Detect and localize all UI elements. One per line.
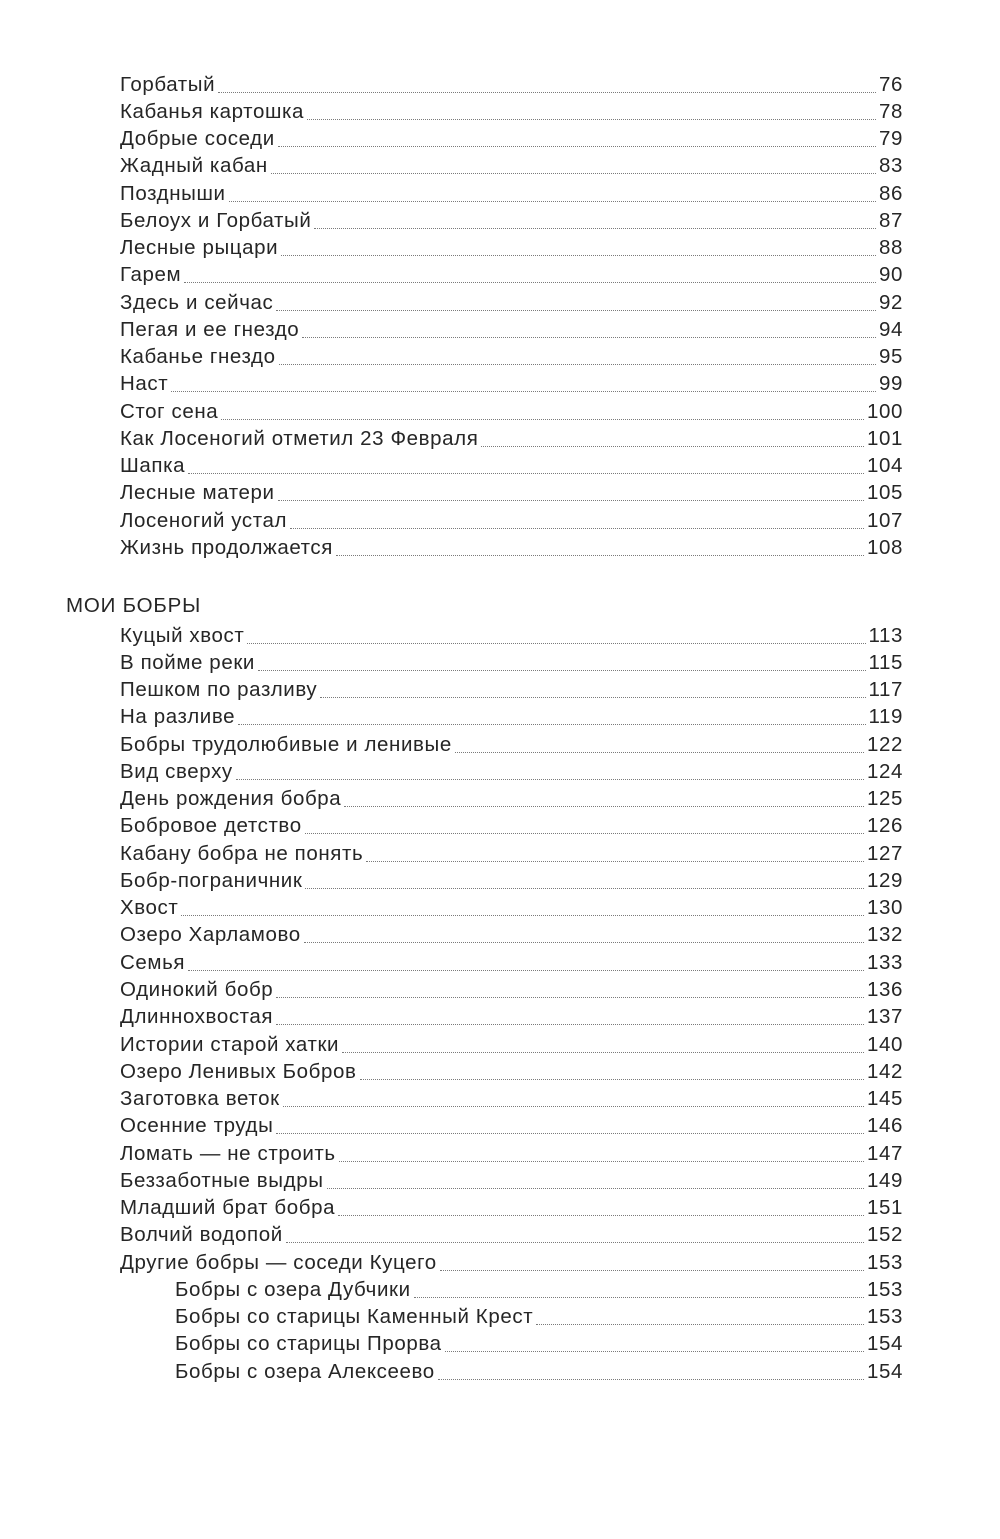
toc-entry — [120, 122, 903, 149]
toc-entry-page: 142 — [866, 1059, 903, 1083]
toc-entry-title: Пегая и ее гнездо — [120, 317, 300, 341]
dot-leader — [278, 500, 864, 501]
toc-entry-title: Шапка — [120, 453, 186, 477]
toc-entry-title: Бобры со старицы Прорва — [175, 1331, 442, 1355]
toc-entry — [120, 755, 903, 782]
toc-entry-title: Озеро Ленивых Бобров — [120, 1059, 357, 1083]
toc-entry — [120, 367, 903, 394]
toc-entry — [120, 864, 903, 891]
toc-entry-page: 108 — [866, 535, 903, 559]
toc-entry-title: Жадный кабан — [120, 153, 268, 177]
dot-leader — [278, 146, 876, 147]
toc-entry-page: 104 — [866, 453, 903, 477]
toc-entry — [120, 476, 903, 503]
toc-entry-title: Куцый хвост — [120, 623, 245, 647]
toc-entry-title: Бобры с озера Алексеево — [175, 1359, 435, 1383]
dot-leader — [290, 528, 864, 529]
dot-leader — [336, 555, 864, 556]
dot-leader — [305, 888, 864, 889]
dot-leader — [236, 779, 864, 780]
dot-leader — [276, 310, 876, 311]
toc-entry — [120, 531, 903, 558]
toc-entry — [120, 395, 903, 422]
toc-entry-page: 117 — [868, 677, 903, 701]
toc-entry-page: 101 — [866, 426, 903, 450]
toc-entry-title: Наст — [120, 371, 169, 395]
toc-entry-page: 154 — [866, 1359, 903, 1383]
toc-entry — [120, 1000, 903, 1027]
toc-subentry — [175, 1327, 903, 1354]
toc-entry-page: 153 — [866, 1250, 903, 1274]
toc-entry-page: 140 — [866, 1032, 903, 1056]
toc-entry-page: 127 — [866, 841, 903, 865]
toc-entry — [120, 177, 903, 204]
toc-entry — [120, 1109, 903, 1136]
toc-entry-page: 125 — [866, 786, 903, 810]
dot-leader — [414, 1297, 864, 1298]
toc-entry-title: Кабанье гнездо — [120, 344, 276, 368]
toc-entry-title: Бобры со старицы Каменный Крест — [175, 1304, 534, 1328]
dot-leader — [440, 1270, 864, 1271]
toc-entry-title: Кабану бобра не понять — [120, 841, 364, 865]
toc-entry — [120, 1164, 903, 1191]
dot-leader — [181, 915, 864, 916]
toc-entry-title: Одинокий бобр — [120, 977, 274, 1001]
toc-entry-page: 92 — [878, 290, 903, 314]
dot-leader — [188, 473, 864, 474]
toc-entry-page: 122 — [866, 732, 903, 756]
toc-entry — [120, 95, 903, 122]
dot-leader — [307, 119, 876, 120]
toc-subentry — [175, 1273, 903, 1300]
dot-leader — [445, 1351, 864, 1352]
toc-entry-page: 137 — [866, 1004, 903, 1028]
toc-entry-title: Младший брат бобра — [120, 1195, 336, 1219]
toc-entry-page: 115 — [868, 650, 903, 674]
dot-leader — [366, 861, 864, 862]
dot-leader — [276, 1024, 864, 1025]
toc-entry — [120, 68, 903, 95]
toc-entry-title: Истории старой хатки — [120, 1032, 340, 1056]
toc-entry — [120, 422, 903, 449]
toc-entry-title: Пешком по разливу — [120, 677, 318, 701]
dot-leader — [188, 970, 864, 971]
toc-entry — [120, 258, 903, 285]
toc-subentry — [175, 1300, 903, 1327]
toc-entry-page: 147 — [866, 1141, 903, 1165]
section-heading: МОИ БОБРЫ — [66, 594, 202, 617]
dot-leader — [258, 670, 866, 671]
dot-leader — [271, 173, 876, 174]
toc-entry — [120, 504, 903, 531]
toc-entry — [120, 1137, 903, 1164]
toc-entry-title: Гарем — [120, 262, 182, 286]
toc-entry-title: Заготовка веток — [120, 1086, 280, 1110]
toc-entry-page: 76 — [878, 72, 903, 96]
toc-entry-title: Вид сверху — [120, 759, 233, 783]
toc-entry-page: 151 — [866, 1195, 903, 1219]
toc-entry — [120, 204, 903, 231]
toc-entry — [120, 1028, 903, 1055]
toc-entry-title: Лесные рыцари — [120, 235, 279, 259]
toc-entry-page: 86 — [878, 181, 903, 205]
toc-entry-page: 83 — [878, 153, 903, 177]
dot-leader — [221, 419, 864, 420]
toc-entry — [120, 837, 903, 864]
toc-entry-title: Бобр-пограничник — [120, 868, 303, 892]
toc-entry-page: 152 — [866, 1222, 903, 1246]
dot-leader — [276, 997, 864, 998]
toc-entry-title: Белоух и Горбатый — [120, 208, 312, 232]
dot-leader — [286, 1242, 864, 1243]
toc-entry — [120, 1055, 903, 1082]
dot-leader — [339, 1161, 864, 1162]
toc-entry-title: Бобры с озера Дубчики — [175, 1277, 411, 1301]
toc-entry-title: Хвост — [120, 895, 179, 919]
toc-entry-page: 149 — [866, 1168, 903, 1192]
toc-entry — [120, 946, 903, 973]
toc-entry — [120, 809, 903, 836]
toc-entry-title: На разливе — [120, 704, 236, 728]
toc-entry-title: Беззаботные выдры — [120, 1168, 324, 1192]
toc-entry-page: 88 — [878, 235, 903, 259]
toc-entry — [120, 700, 903, 727]
toc-entry-page: 126 — [866, 813, 903, 837]
toc-entry-page: 130 — [866, 895, 903, 919]
toc-entry — [120, 646, 903, 673]
toc-entry-page: 79 — [878, 126, 903, 150]
dot-leader — [314, 228, 876, 229]
toc-entry-title: Лосеногий устал — [120, 508, 288, 532]
toc-entry-page: 107 — [866, 508, 903, 532]
dot-leader — [438, 1379, 864, 1380]
toc-entry-page: 113 — [868, 623, 903, 647]
toc-entry-page: 105 — [866, 480, 903, 504]
toc-entry — [120, 918, 903, 945]
toc-entry-page: 87 — [878, 208, 903, 232]
toc-entry — [120, 149, 903, 176]
toc-entry — [120, 286, 903, 313]
toc-entry-page: 154 — [866, 1331, 903, 1355]
toc-entry-title: Бобры трудолюбивые и ленивые — [120, 732, 452, 756]
toc-entry-title: Бобровое детство — [120, 813, 302, 837]
dot-leader — [342, 1052, 864, 1053]
toc-entry-page: 133 — [866, 950, 903, 974]
toc-entry-page: 100 — [866, 399, 903, 423]
dot-leader — [338, 1215, 864, 1216]
toc-entry-page: 129 — [866, 868, 903, 892]
toc-entry-page: 95 — [878, 344, 903, 368]
toc-entry — [120, 231, 903, 258]
toc-entry-title: Поздныши — [120, 181, 226, 205]
toc-entry-page: 153 — [866, 1304, 903, 1328]
toc-entry-title: Ломать — не строить — [120, 1141, 336, 1165]
toc-entry-title: Семья — [120, 950, 186, 974]
toc-entry — [120, 1218, 903, 1245]
toc-entry-title: Добрые соседи — [120, 126, 275, 150]
toc-entry-page: 145 — [866, 1086, 903, 1110]
toc-entry-title: Озеро Харламово — [120, 922, 301, 946]
dot-leader — [360, 1079, 864, 1080]
toc-entry — [120, 728, 903, 755]
dot-leader — [184, 282, 876, 283]
toc-entry-title: Здесь и сейчас — [120, 290, 274, 314]
dot-leader — [279, 364, 876, 365]
toc-entry-title: День рождения бобра — [120, 786, 342, 810]
dot-leader — [305, 833, 864, 834]
toc-entry — [120, 973, 903, 1000]
toc-entry-title: Другие бобры — соседи Куцего — [120, 1250, 437, 1274]
dot-leader — [481, 446, 864, 447]
toc-entry-title: Стог сена — [120, 399, 219, 423]
toc-entry-title: Как Лосеногий отметил 23 Февраля — [120, 426, 479, 450]
dot-leader — [171, 391, 876, 392]
toc-entry — [120, 891, 903, 918]
toc-entry-page: 132 — [866, 922, 903, 946]
dot-leader — [320, 697, 865, 698]
dot-leader — [304, 942, 864, 943]
toc-entry-title: Волчий водопой — [120, 1222, 283, 1246]
toc-entry-title: Лесные матери — [120, 480, 275, 504]
toc-entry-title: Горбатый — [120, 72, 216, 96]
toc-entry — [120, 619, 903, 646]
toc-entry-title: Осенние труды — [120, 1113, 274, 1137]
dot-leader — [238, 724, 865, 725]
toc-entry-page: 78 — [878, 99, 903, 123]
dot-leader — [281, 255, 876, 256]
dot-leader — [229, 201, 876, 202]
toc-entry-title: Жизнь продолжается — [120, 535, 333, 559]
toc-entry-title: Кабанья картошка — [120, 99, 305, 123]
toc-entry-page: 99 — [878, 371, 903, 395]
dot-leader — [455, 752, 864, 753]
dot-leader — [536, 1324, 864, 1325]
toc-entry — [120, 782, 903, 809]
dot-leader — [247, 643, 865, 644]
dot-leader — [302, 337, 876, 338]
toc-subentry — [175, 1355, 903, 1382]
toc-entry — [120, 313, 903, 340]
toc-entry-page: 119 — [868, 704, 903, 728]
toc-entry — [120, 1191, 903, 1218]
dot-leader — [327, 1188, 864, 1189]
toc-entry — [120, 1082, 903, 1109]
toc-entry-page: 94 — [878, 317, 903, 341]
toc-entry-page: 153 — [866, 1277, 903, 1301]
toc-entry — [120, 449, 903, 476]
toc-entry-page: 90 — [878, 262, 903, 286]
toc-entry-title: Длиннохвостая — [120, 1004, 274, 1028]
toc-entry-page: 146 — [866, 1113, 903, 1137]
toc-entry-page: 124 — [866, 759, 903, 783]
toc-entry — [120, 340, 903, 367]
dot-leader — [283, 1106, 864, 1107]
toc-entry-page: 136 — [866, 977, 903, 1001]
toc-entry-title: В пойме реки — [120, 650, 255, 674]
dot-leader — [276, 1133, 864, 1134]
toc-entry — [120, 1246, 903, 1273]
dot-leader — [218, 92, 876, 93]
dot-leader — [344, 806, 864, 807]
toc-entry — [120, 673, 903, 700]
